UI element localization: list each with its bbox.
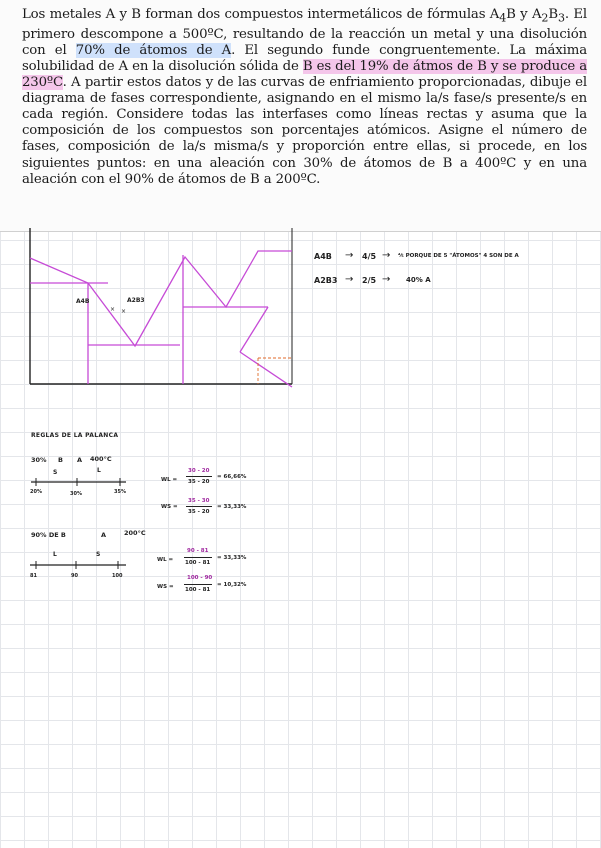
case2-wl-den: 100 - 81 bbox=[185, 560, 211, 566]
diagram-label-a2b3: A2B3 bbox=[127, 297, 145, 304]
case1-tick-30: 30% bbox=[70, 491, 82, 497]
note1-arrow2: → bbox=[382, 250, 391, 261]
case1-b: B bbox=[58, 456, 63, 464]
case2-wl-label: WL = bbox=[157, 557, 174, 563]
case1-ws-den: 35 - 20 bbox=[188, 509, 210, 515]
case2-seg-l: L bbox=[53, 551, 57, 558]
note1-explanation: ⅘ PORQUE DE 5 "ÁTOMOS" 4 SON DE A bbox=[398, 253, 519, 259]
small-x-mark-2: × bbox=[121, 308, 127, 315]
note2-arrow1: → bbox=[345, 274, 354, 285]
note2-formula: A2B3 bbox=[314, 276, 338, 285]
case1-ws-res: = 33,33% bbox=[217, 504, 247, 510]
highlight-19-percent-B: B es del 19% de átmos de B y se produce a 230ºC bbox=[22, 58, 587, 91]
case2-tick-81: 81 bbox=[30, 573, 37, 579]
case2-ws-bar bbox=[184, 584, 212, 585]
case1-tick-20: 20% bbox=[30, 489, 42, 495]
case2-wl-num: 90 - 81 bbox=[187, 548, 209, 554]
case1-wl-res: = 66,66% bbox=[217, 474, 247, 480]
note2-result: 40% A bbox=[406, 276, 431, 284]
diagram-label-a4b: A4B bbox=[76, 298, 90, 305]
case1-seg-s: S bbox=[53, 469, 58, 476]
case2-wl-res: = 33,33% bbox=[217, 555, 247, 561]
case2-seg-s: S bbox=[96, 551, 101, 558]
case1-wl-num: 30 - 20 bbox=[188, 468, 210, 474]
case1-wl-den: 35 - 20 bbox=[188, 479, 210, 485]
case1-seg-l: L bbox=[97, 467, 101, 474]
case1-pct: 30% bbox=[31, 456, 47, 464]
problem-text: Los metales A y B forman dos compuestos intermetálicos de fórmulas $A_4B$ y $A_2B_3$. El primero descompone a 500ºC, resultando de la reacción un metal y una disolución con el 70% de átomos de A. El segundo funde congruentemente. La máxima solubilidad de A en la disolución sólida de B es del 19% de átmos de B y se produce a 230ºC. A partir estos datos y de las curvas de enfriamiento proporcionadas, dibuje el diagrama de fases correspondiente, asignando en el mismo la/s fase/s presente/s en cada región. Considere todas las interfases como líneas rectas y asuma que la composición de los compuestos son porcentajes atómicos. Asigne el número de fases, composición de la/s misma/s y proporción entre ellas, si procede, en los siguientes puntos: en una aleación con 30% de átomos de B a 400ºC y en una aleación con el 90% de átomos de B a 200ºC. bbox=[22, 7, 588, 187]
lever-rule-title: REGLAS DE LA PALANCA bbox=[31, 432, 119, 439]
note2-arrow2: → bbox=[382, 274, 391, 285]
case2-tick-90: 90 bbox=[71, 573, 78, 579]
case1-ws-label: WS = bbox=[161, 504, 178, 510]
case2-ws-label: WS = bbox=[157, 584, 174, 590]
case2-at: A bbox=[101, 531, 107, 539]
note2-fraction: 2/5 bbox=[362, 276, 377, 285]
case2-temp: 200°C bbox=[124, 529, 146, 537]
highlight-70-percent-A: 70% de átomos de A bbox=[75, 42, 232, 58]
small-x-mark: × bbox=[110, 306, 116, 313]
case2-ws-res: = 10,32% bbox=[217, 582, 247, 588]
note1-formula: A4B bbox=[314, 252, 332, 261]
case1-at: A bbox=[77, 456, 83, 464]
case2-tick-100: 100 bbox=[112, 573, 123, 579]
case2-ws-den: 100 - 81 bbox=[185, 587, 211, 593]
note1-fraction: 4/5 bbox=[362, 252, 377, 261]
case1-ws-num: 35 - 30 bbox=[188, 498, 210, 504]
case1-tick-35: 35% bbox=[114, 489, 126, 495]
case2-heading-text: 90% DE B bbox=[31, 531, 66, 539]
case2-ws-num: 100 - 90 bbox=[187, 575, 213, 581]
case1-temp: 400°C bbox=[90, 455, 112, 463]
case2-wl-bar bbox=[184, 557, 212, 558]
note1-arrow1: → bbox=[345, 250, 354, 261]
case1-wl-label: WL = bbox=[161, 477, 178, 483]
